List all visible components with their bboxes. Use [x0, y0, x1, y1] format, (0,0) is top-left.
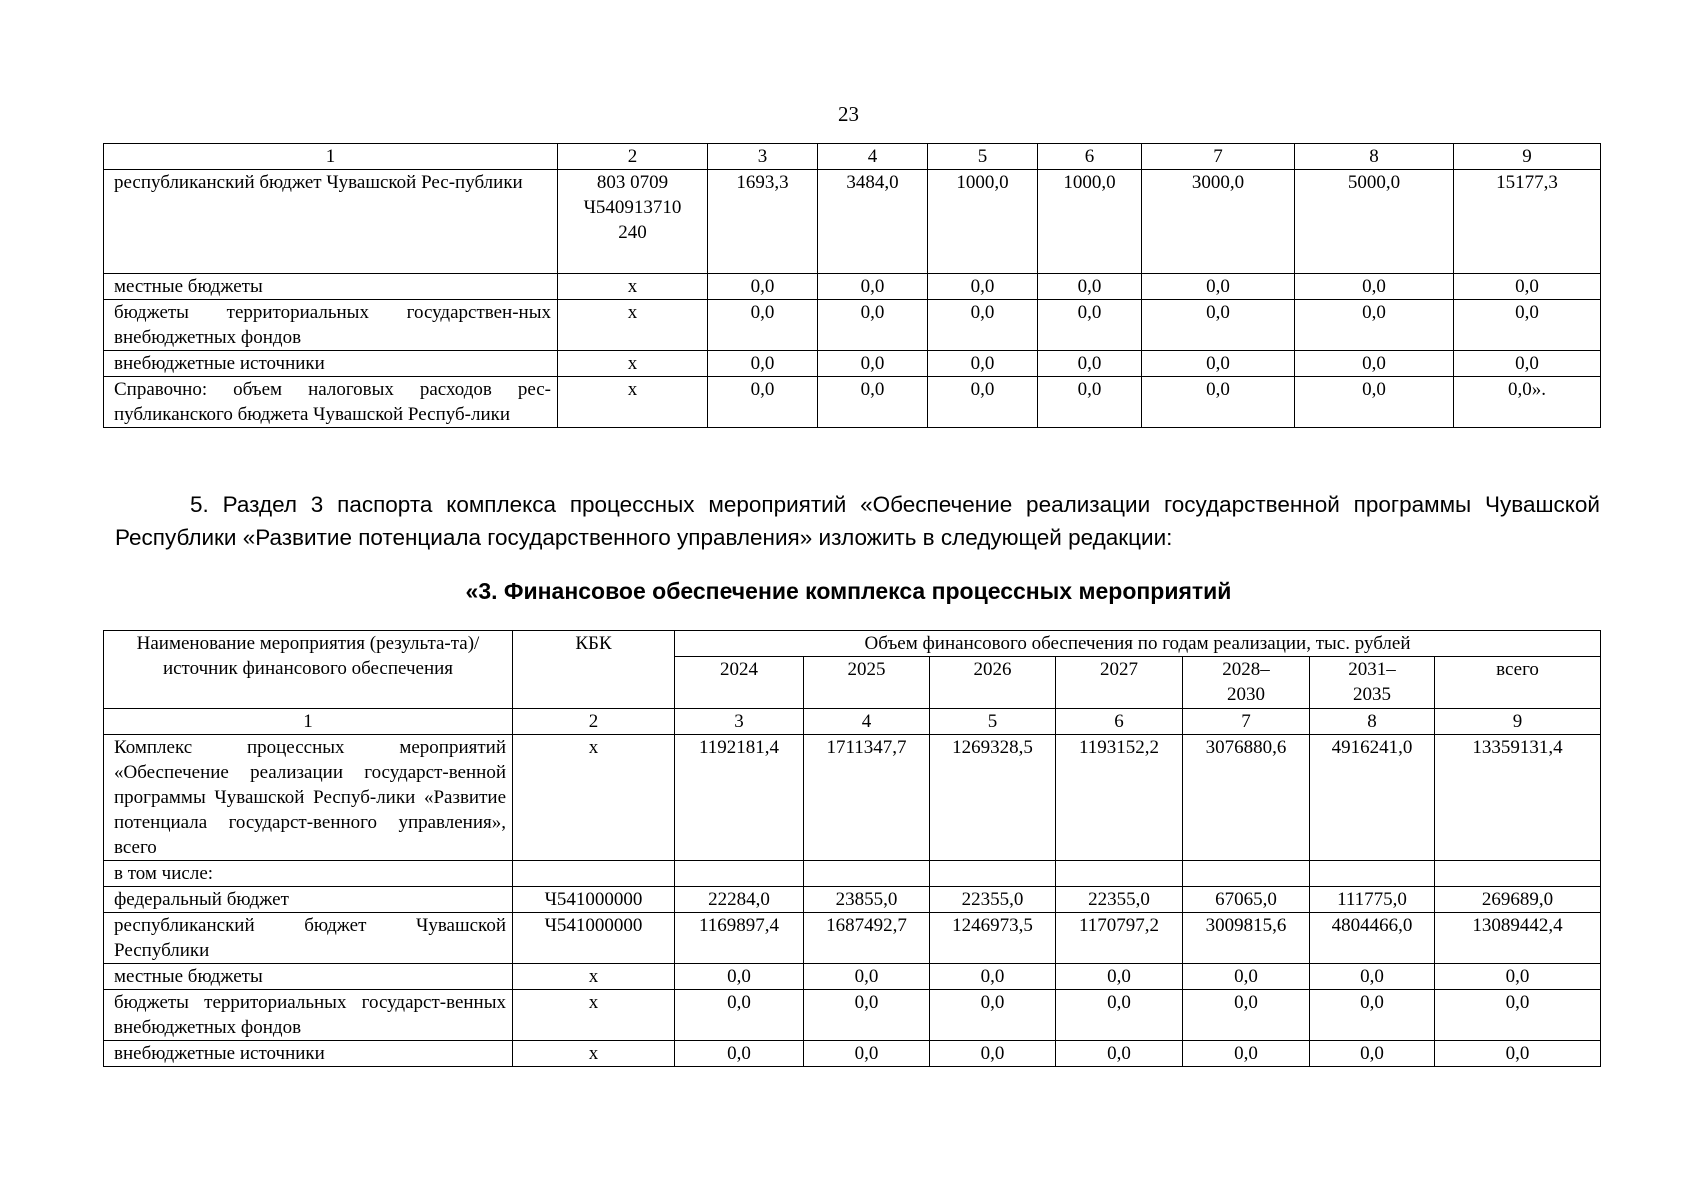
- section-title: «3. Финансовое обеспечение комплекса процессных мероприятий: [465, 578, 1232, 604]
- row-value: 22355,0: [1056, 887, 1183, 913]
- financing-table: [103, 630, 1601, 1067]
- row-value: [1183, 861, 1310, 887]
- table-row: [104, 735, 1601, 861]
- row-value: 0,0: [804, 964, 930, 990]
- table-row: [104, 964, 1601, 990]
- row-value: 1711347,7: [804, 735, 930, 861]
- row-value: 111775,0: [1310, 887, 1435, 913]
- table-row: [104, 170, 1601, 274]
- row-name: внебюджетные источники: [104, 1041, 513, 1067]
- row-value: 0,0: [1435, 990, 1601, 1041]
- row-value: 1170797,2: [1056, 913, 1183, 964]
- row-value: [930, 861, 1056, 887]
- header-year: 2025: [804, 657, 930, 709]
- row-kbk: Ч541000000: [513, 887, 675, 913]
- row-value: 67065,0: [1183, 887, 1310, 913]
- row-value: 0,0: [1310, 990, 1435, 1041]
- column-number: 2: [558, 144, 708, 170]
- row-value: 0,0: [1295, 377, 1454, 428]
- row-value: 1246973,5: [930, 913, 1056, 964]
- row-value: 0,0: [708, 300, 818, 351]
- table-row: [104, 913, 1601, 964]
- table-row: [104, 1041, 1601, 1067]
- header-year: 2031–2035: [1310, 657, 1435, 709]
- row-value: 0,0: [930, 990, 1056, 1041]
- row-kbk: 803 0709 Ч540913710 240: [558, 170, 708, 274]
- header-volume: Объем финансового обеспечения по годам реализации, тыс. рублей: [675, 631, 1601, 657]
- table-row: [104, 377, 1601, 428]
- row-value: 13089442,4: [1435, 913, 1601, 964]
- row-value: 0,0: [1183, 990, 1310, 1041]
- row-value: 0,0: [818, 351, 928, 377]
- row-value: 0,0: [708, 377, 818, 428]
- column-number: 9: [1454, 144, 1601, 170]
- column-number: 6: [1038, 144, 1142, 170]
- row-value: 0,0: [1056, 1041, 1183, 1067]
- row-name: местные бюджеты: [104, 964, 513, 990]
- row-value: 269689,0: [1435, 887, 1601, 913]
- column-number: 8: [1310, 709, 1435, 735]
- row-value: 15177,3: [1454, 170, 1601, 274]
- row-kbk: х: [558, 274, 708, 300]
- row-value: 0,0: [1038, 377, 1142, 428]
- row-value: 0,0: [1183, 964, 1310, 990]
- header-year: всего: [1435, 657, 1601, 709]
- row-value: 4916241,0: [1310, 735, 1435, 861]
- row-value: 0,0: [818, 274, 928, 300]
- row-value: 0,0: [818, 377, 928, 428]
- row-value: 1269328,5: [930, 735, 1056, 861]
- row-value: 0,0: [1142, 377, 1295, 428]
- table-row: [104, 300, 1601, 351]
- header-year: 2027: [1056, 657, 1183, 709]
- row-value: 0,0: [928, 274, 1038, 300]
- row-name: бюджеты территориальных государст-венных внебюджетных фондов: [104, 990, 513, 1041]
- column-number: 9: [1435, 709, 1601, 735]
- header-name: Наименование мероприятия (результа-та)/источник финансового обеспечения: [104, 631, 513, 709]
- row-value: 1000,0: [1038, 170, 1142, 274]
- row-value: 1169897,4: [675, 913, 804, 964]
- row-value: 0,0: [928, 300, 1038, 351]
- row-value: 1000,0: [928, 170, 1038, 274]
- column-number: 2: [513, 709, 675, 735]
- row-name: внебюджетные источники: [104, 351, 558, 377]
- row-value: 0,0: [928, 377, 1038, 428]
- row-value: 23855,0: [804, 887, 930, 913]
- row-value: 1693,3: [708, 170, 818, 274]
- table-row: [104, 887, 1601, 913]
- row-value: 0,0: [1038, 300, 1142, 351]
- table-row: [104, 351, 1601, 377]
- column-number: 7: [1183, 709, 1310, 735]
- column-number-row: [104, 709, 1601, 735]
- column-number: 8: [1295, 144, 1454, 170]
- row-kbk: х: [513, 735, 675, 861]
- column-number: 5: [928, 144, 1038, 170]
- row-kbk: [513, 861, 675, 887]
- row-value: 0,0: [1056, 990, 1183, 1041]
- row-value: 0,0: [1183, 1041, 1310, 1067]
- row-value: 22355,0: [930, 887, 1056, 913]
- row-name: Комплекс процессных мероприятий «Обеспечение реализации государст-венной программы Чувашской Респуб-лики «Развитие потенциала государст-венного управления», всего: [104, 735, 513, 861]
- header-row: [104, 631, 1601, 657]
- row-value: 0,0».: [1454, 377, 1601, 428]
- row-value: [675, 861, 804, 887]
- financing-table-continued: [103, 143, 1601, 428]
- row-value: 22284,0: [675, 887, 804, 913]
- row-value: 0,0: [1056, 964, 1183, 990]
- row-value: [1056, 861, 1183, 887]
- column-number: 3: [675, 709, 804, 735]
- row-value: 0,0: [675, 1041, 804, 1067]
- row-name: республиканский бюджет Чувашской Рес-публики: [104, 170, 558, 274]
- row-kbk: х: [513, 1041, 675, 1067]
- column-number: 4: [804, 709, 930, 735]
- row-value: 0,0: [1435, 964, 1601, 990]
- row-kbk: х: [513, 990, 675, 1041]
- row-value: 3009815,6: [1183, 913, 1310, 964]
- row-value: 3076880,6: [1183, 735, 1310, 861]
- row-kbk: х: [558, 300, 708, 351]
- row-kbk: х: [558, 377, 708, 428]
- column-number: 3: [708, 144, 818, 170]
- row-value: 0,0: [1142, 274, 1295, 300]
- column-number-row: [104, 144, 1601, 170]
- row-value: 0,0: [1310, 964, 1435, 990]
- header-year: 2026: [930, 657, 1056, 709]
- row-value: 0,0: [930, 964, 1056, 990]
- row-value: [804, 861, 930, 887]
- page-number: 23: [838, 102, 859, 126]
- row-value: [1310, 861, 1435, 887]
- column-number: 1: [104, 709, 513, 735]
- column-number: 1: [104, 144, 558, 170]
- row-value: [1435, 861, 1601, 887]
- row-value: 0,0: [1295, 351, 1454, 377]
- column-number: 5: [930, 709, 1056, 735]
- row-value: 0,0: [804, 990, 930, 1041]
- amendment-paragraph: 5. Раздел 3 паспорта комплекса процессных мероприятий «Обеспечение реализации государственной программы Чувашской Республики «Развитие потенциала государственного управления» изложить в следующей редакции:: [115, 492, 1600, 550]
- row-name: бюджеты территориальных государствен-ных внебюджетных фондов: [104, 300, 558, 351]
- row-value: 0,0: [1454, 351, 1601, 377]
- row-name: местные бюджеты: [104, 274, 558, 300]
- column-number: 6: [1056, 709, 1183, 735]
- row-value: 1687492,7: [804, 913, 930, 964]
- row-kbk: х: [558, 351, 708, 377]
- row-value: 0,0: [1142, 351, 1295, 377]
- row-name: федеральный бюджет: [104, 887, 513, 913]
- row-value: 0,0: [1454, 300, 1601, 351]
- row-value: 0,0: [1454, 274, 1601, 300]
- row-value: 0,0: [675, 990, 804, 1041]
- row-value: 0,0: [1038, 351, 1142, 377]
- row-value: 0,0: [708, 274, 818, 300]
- row-value: 0,0: [708, 351, 818, 377]
- table-row: [104, 990, 1601, 1041]
- row-value: 0,0: [1295, 300, 1454, 351]
- header-year: 2024: [675, 657, 804, 709]
- row-value: 0,0: [675, 964, 804, 990]
- table-row: [104, 274, 1601, 300]
- row-value: 13359131,4: [1435, 735, 1601, 861]
- row-value: 1193152,2: [1056, 735, 1183, 861]
- row-value: 0,0: [1142, 300, 1295, 351]
- row-kbk: х: [513, 964, 675, 990]
- row-value: 1192181,4: [675, 735, 804, 861]
- row-value: 0,0: [1038, 274, 1142, 300]
- row-value: 4804466,0: [1310, 913, 1435, 964]
- column-number: 4: [818, 144, 928, 170]
- row-value: 0,0: [1435, 1041, 1601, 1067]
- header-kbk: КБК: [513, 631, 675, 709]
- row-value: 0,0: [804, 1041, 930, 1067]
- column-number: 7: [1142, 144, 1295, 170]
- row-value: 0,0: [1295, 274, 1454, 300]
- row-value: 0,0: [818, 300, 928, 351]
- row-value: 0,0: [930, 1041, 1056, 1067]
- row-value: 0,0: [928, 351, 1038, 377]
- table-row: [104, 861, 1601, 887]
- row-name: Справочно: объем налоговых расходов рес-публиканского бюджета Чувашской Респуб-лики: [104, 377, 558, 428]
- row-value: 3000,0: [1142, 170, 1295, 274]
- row-kbk: Ч541000000: [513, 913, 675, 964]
- row-name: в том числе:: [104, 861, 513, 887]
- header-year: 2028–2030: [1183, 657, 1310, 709]
- row-value: 0,0: [1310, 1041, 1435, 1067]
- row-value: 5000,0: [1295, 170, 1454, 274]
- row-name: республиканский бюджет Чувашской Республики: [104, 913, 513, 964]
- row-value: 3484,0: [818, 170, 928, 274]
